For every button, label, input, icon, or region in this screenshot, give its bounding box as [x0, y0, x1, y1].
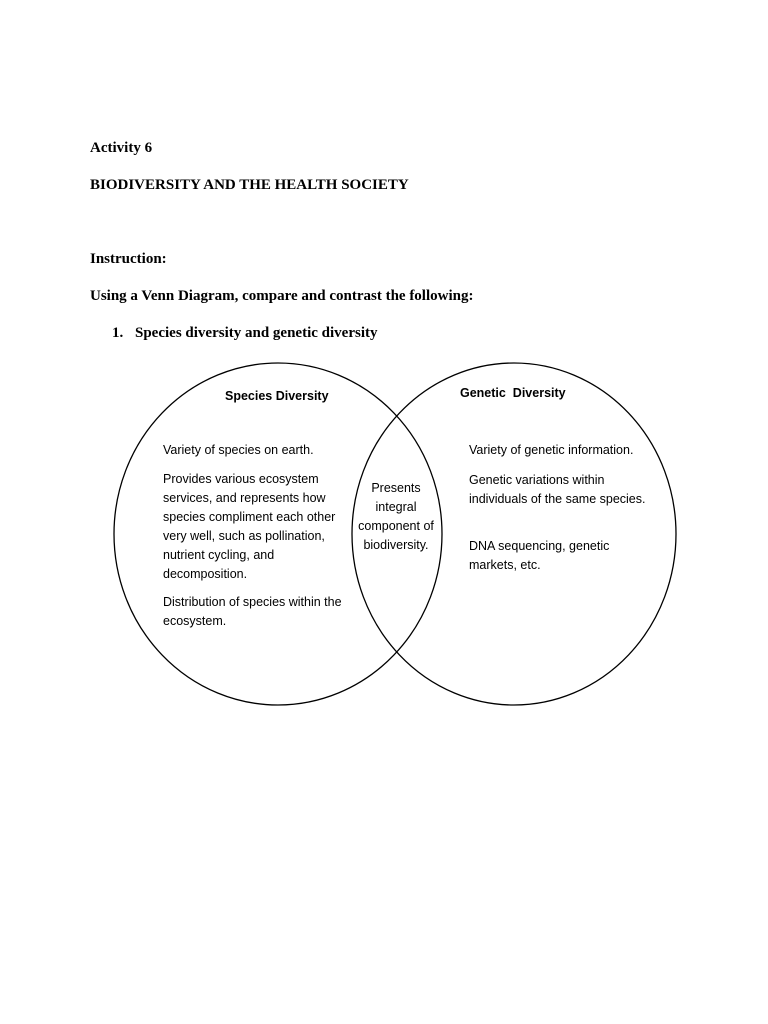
species-point-1: Variety of species on earth. [163, 443, 314, 457]
genetic-point-1: Variety of genetic information. [469, 443, 634, 457]
species-point-2: Provides various ecosystem services, and represents how species compliment each other very well, such as pollination, nutrient cycling, and decomposition. [163, 472, 336, 581]
genetic-point-2: Genetic variations within individuals of the same species. [469, 473, 646, 506]
genetic-point-3: DNA sequencing, genetic markets, etc. [469, 539, 610, 572]
document-title: BIODIVERSITY AND THE HEALTH SOCIETY [90, 177, 409, 193]
activity-label: Activity 6 [90, 140, 153, 156]
instruction-label: Instruction: [90, 251, 167, 267]
species-diversity-heading: Species Diversity [225, 389, 329, 403]
genetic-diversity-heading: Genetic Diversity [460, 386, 566, 400]
overlap-text: Presents integral component of biodiversity. [358, 481, 434, 552]
item-number: 1. [112, 325, 124, 341]
item-text: Species diversity and genetic diversity [135, 325, 378, 341]
instruction-text: Using a Venn Diagram, compare and contrast the following: [90, 288, 474, 304]
species-point-3: Distribution of species within the ecosystem. [163, 595, 342, 628]
